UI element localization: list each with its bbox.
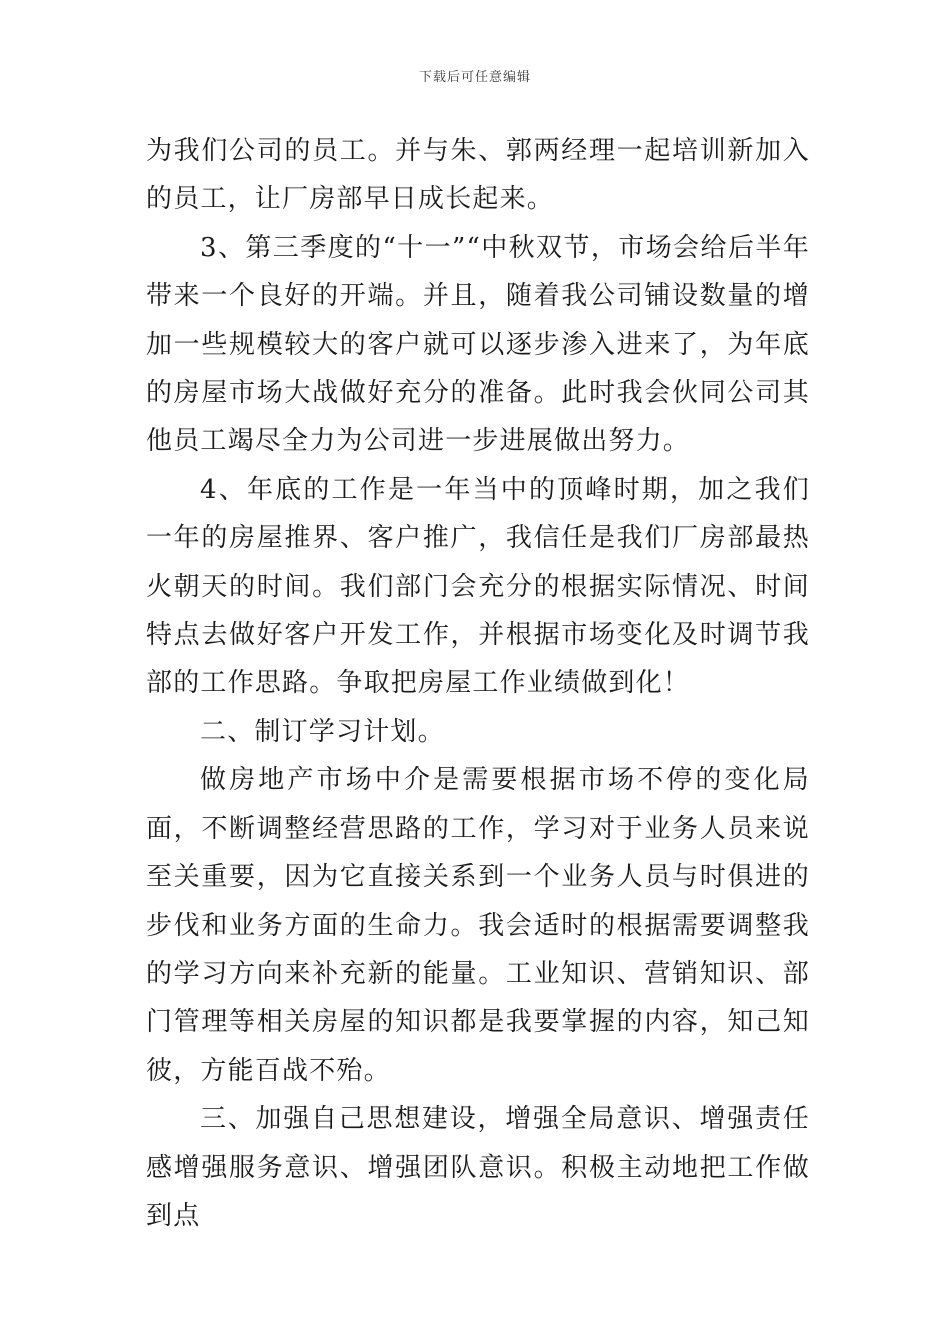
paragraph-2: 3、第三季度的“十一”“中秋双节，市场会给后半年带来一个良好的开端。并且，随着我公司铺设数量的增加一些规模较大的客户就可以逐步渗入进来了，为年底的房屋市场大战做好充分的准备。此时我会伙同公司其他员工竭尽全力为公司进一步进展做出努力。 — [146, 232, 810, 457]
paragraph-5: 做房地产市场中介是需要根据市场不停的变化局面，不断调整经营思路的工作，学习对于业务人员来说至关重要，因为它直接关系到一个业务人员与时俱进的步伐和业务方面的生命力。我会适时的根据需要调整我的学习方向来补充新的能量。工业知识、营销知识、部门管理等相关房屋的知识都是我要掌握的内容，知己知彼，方能百战不殆。 — [146, 765, 810, 1086]
paragraph-1: 为我们公司的员工。并与朱、郭两经理一起培训新加入的员工，让厂房部早日成长起来。 — [146, 136, 810, 215]
paragraph-3: 4、年底的工作是一年当中的顶峰时期，加之我们一年的房屋推界、客户推广，我信任是我们厂房部最热火朝天的时间。我们部门会充分的根据实际情况、时间特点去做好客户开发工作，并根据市场变化及时调节我部的工作思路。争取把房屋工作业绩做到化！ — [146, 474, 810, 699]
page-header-note: 下载后可任意编辑 — [418, 70, 531, 85]
paragraph-4-heading: 二、制订学习计划。 — [200, 716, 445, 747]
document-body — [146, 127, 810, 1240]
paragraph-6: 三、加强自己思想建设，增强全局意识、增强责任感增强服务意识、增强团队意识。积极主动地把工作做到点 — [146, 1104, 810, 1231]
